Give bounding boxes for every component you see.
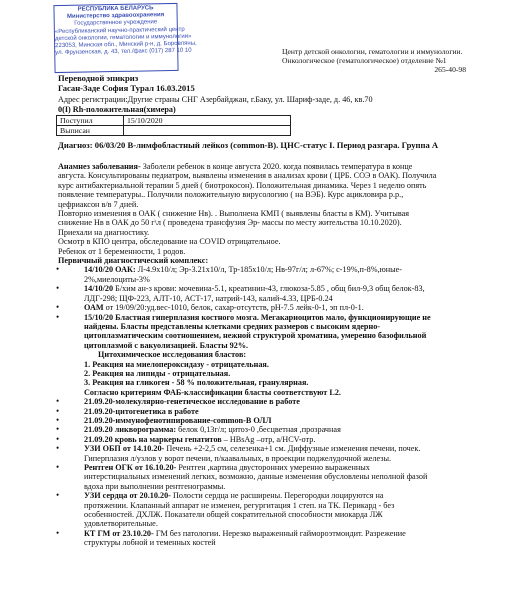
history-text: Заболели ребенок в конце августа 2020. когда появилась температура в конце — [140, 162, 413, 171]
history-line: Повторно изменения в ОАК ( снижение Нв). . Выполнена КМП ( выявлены бласты в КМ). Учитывая — [58, 209, 410, 219]
institution-stamp — [53, 3, 197, 73]
bullet-icon: • — [56, 302, 60, 313]
history-paragraph — [58, 162, 504, 171]
oak-date: 14/10/20 ОАК: — [84, 265, 136, 275]
investigation-line: 21.09.20-цитогенетика в работе — [84, 406, 199, 416]
bullet-icon: • — [56, 396, 60, 407]
department-header — [282, 47, 504, 74]
xray-line: вдоха при выполнении рентгенограммы. — [84, 481, 226, 491]
km-text: Бластная гиперплазия костного мозга. Мегакариоцитов мало, функционирующие не — [113, 312, 431, 322]
cyto-line: Согласно критериям ФАБ-классификации бласты соответствуют L2. — [84, 387, 341, 397]
bullet-icon: • — [56, 462, 60, 472]
admitted-row — [57, 116, 291, 126]
bullet-icon: • — [56, 527, 60, 538]
cyto-heading: Цитохимическое исследования бластов: — [98, 350, 247, 360]
diagnosis: Диагноз: 06/03/20 В-лимфобластный лейкоз (common-B). ЦНС-статус I. Период разгара. Группа А — [58, 140, 439, 150]
stamp-line: «Республиканский научно-практический центр — [54, 26, 185, 35]
document-number: 265-40-98 — [434, 65, 466, 74]
echo-line: особенностей. ДХЛЖ. Показатели общей сократительной способности миокарда ЛЖ — [84, 510, 383, 520]
cyto-line: 3. Реакция на гликоген - 58 % положительная, гранулярная. — [84, 378, 309, 388]
echo-line: удовлетворительные. — [84, 519, 158, 529]
km-date: 15/10/20 — [84, 312, 114, 322]
history-line: Приехали на диагностику. — [58, 227, 150, 237]
discharged-row — [57, 126, 291, 136]
bullet-icon: • — [56, 405, 60, 416]
org-line: Онкологическое (гематологическое) отделение №1 — [282, 56, 447, 65]
list-item — [58, 265, 504, 284]
list-item — [58, 529, 504, 548]
history-line: Ребенок от 1 беременности, 1 родов. — [58, 246, 186, 256]
list-item — [58, 463, 504, 491]
xray-text: Рентген ,картина двусторонних умеренно выраженных — [176, 463, 370, 472]
discharged-value — [124, 126, 291, 136]
history-line: цефриаксон в/в 7 дней. — [58, 199, 139, 209]
history-line: курс антибактериальной терапии 5 дней ( биотрокосон). Положительная динамика. Через 1 неделю опять — [58, 180, 427, 190]
history-heading: Анамнез заболевания- — [58, 162, 141, 171]
primary-heading: Первичный диагностический комплекс: — [58, 256, 209, 266]
bio-text2: ЛДГ-298; ЩФ-223, АЛТ-10, АСТ-17, натрий-143, калий-4.33, ЦРБ-0.24 — [84, 293, 333, 303]
investigation-line: 21.09.20-молекулярно-генетическое исследование в работе — [84, 397, 300, 407]
bullet-icon: • — [56, 414, 60, 425]
stamp-line: ул. Фрунзенская, д. 43, тел./факс (017) 287 10 10 — [55, 47, 192, 57]
cyto-line: 2. Реакция на липиды - отрицательная. — [84, 368, 231, 378]
bullet-icon: • — [56, 490, 60, 501]
ct-label: КТ ГМ от 23.10.20- — [84, 528, 154, 538]
bio-date: 14/10/20 — [84, 284, 114, 294]
history-line: августа. Консультированы педиатром, выявлены изменения в анализах крови ( ЦРБ. СОЭ в ОАК). Получила — [58, 171, 437, 181]
admission-table — [56, 115, 291, 136]
ct-line: структуры лобной и теменных костей — [84, 538, 216, 548]
uzi-text: Печень +2-2,5 см, селезенка+1 см. Диффузные изменения печени, почек. — [164, 444, 421, 454]
patient-name: Гасан-Заде София Турал 16.03.2015 — [58, 83, 195, 93]
list-item — [58, 444, 504, 463]
stamp-line: РЕСПУБЛИКА БЕЛАРУСЬ — [77, 5, 154, 13]
list-item — [58, 416, 504, 425]
org-line: Центр детской онкологии, гематологии и иммунологии. — [282, 47, 463, 56]
list-item — [58, 491, 504, 529]
list-item — [58, 435, 504, 444]
cyto-line: 1. Реакция на миелопероксидазу - отрицательная. — [84, 359, 269, 369]
list-item — [58, 397, 504, 406]
echo-line: протяжении. Клапанный аппарат не изменен, регургитация 1 степ. на ТК. Перикард - без — [84, 500, 395, 510]
oak-text2: 2%,миелоциты-3% — [84, 274, 150, 284]
xray-line: интерстициальных изменений легких, возможно, данные изменения обусловлены неполной фазой — [84, 472, 428, 482]
admitted-label: Поступил — [57, 116, 124, 126]
list-item — [58, 303, 504, 312]
echo-text: Полости сердца не расширены. Перегородки лоцируются на — [170, 491, 384, 501]
bullet-icon: • — [56, 433, 60, 444]
xray-label: Рентген ОГК от 16.10.20- — [84, 463, 177, 472]
stamp-line: Министерство здравоохранения — [66, 12, 165, 21]
stamp-line: 223053, Минская обл., Минский р-н, д. Боровляны, — [55, 40, 197, 50]
uzi-label: УЗИ ОБП от 14.10.20- — [84, 444, 165, 454]
ct-text: ГМ без патологии. Нерезко выраженный гаймороэтмоидит. Разрежение — [153, 528, 406, 538]
km-line: найдены. Бласты представлены клетками средних размеров с высоким ядерно- — [84, 321, 381, 331]
list-item — [58, 407, 504, 416]
epicrisis-body — [58, 162, 504, 548]
investigation-label: 21.09.20 кровь на маркеры гепатитов — [84, 434, 222, 444]
stamp-line: детской онкологии, гематологии и иммунологии» — [54, 33, 192, 42]
investigation-label: 21.09.20 ликворограмма: — [84, 425, 177, 435]
bullet-icon: • — [56, 443, 60, 454]
admitted-value: 15/10/2020 — [124, 116, 291, 126]
history-line: снижение Нв в ОАК до 50 г\л ( проведена трансфузия Эр- массы по месту жительства 10.10.2020). — [58, 218, 402, 228]
registration-address: Адрес регистрации:Другие страны СНГ Азербайджан, г.Баку, ул. Шариф-заде, д. 46, кв.70 — [58, 95, 373, 104]
bullet-icon: • — [56, 311, 60, 322]
km-line: цитоплазмой с вакуолизацией. Бласты 92%. — [84, 340, 249, 350]
discharged-label: Выписан — [57, 126, 124, 136]
history-line: появление температуры.. Получили положительную вирусологию ( на ВЭБ). Курс ацикловира р.р., — [58, 190, 404, 200]
list-item — [58, 313, 504, 398]
oak-text: Л-4.9х10/л; Эр-3.21х10/л, Тр-185х10/л; Нв-97г/л; л-67%; с-19%,п-8%,юные- — [135, 265, 402, 275]
blood-group: 0(I) Rh-положительная(химера) — [58, 105, 176, 114]
uzi-line: Гиперплазия л/узлов у ворот печени, п/каавальных, в проекции поджелудочной железы. — [84, 453, 392, 463]
bullet-icon: • — [56, 283, 60, 294]
investigation-text: – НВsАg –отр, а/НСV-отр. — [221, 434, 316, 444]
oam-label: ОАМ — [84, 303, 104, 313]
bullet-icon: • — [56, 264, 60, 275]
oam-text: от 19/09/20:уд.вес-1010, белок, сахар-отсутств, рН-7.5 лейк-0-1, эп пл-0-1. — [103, 303, 364, 313]
list-item — [58, 425, 504, 434]
investigation-text: белок 0,13г/л; цитоз-0 ,бесцветная ,прозрачная — [176, 425, 341, 435]
history-line: Осмотр в КПО центра, обследование на COVID отрицательное. — [58, 237, 281, 247]
list-item — [58, 284, 504, 303]
investigation-line: 21.09.20-иммунофенотипирование-common-B ОЛЛ — [84, 415, 272, 425]
document-title: Переводной эпикриз — [58, 73, 139, 83]
km-line: цитоплазматическим соотношением, нежной структурой хроматина, умеренно базофильной — [84, 331, 427, 341]
stamp-line: Государственное учреждение — [74, 19, 158, 28]
bullet-icon: • — [56, 424, 60, 435]
echo-label: УЗИ сердца от 20.10.20- — [84, 491, 171, 501]
bio-text: Б/хим ан-з крови: мочевина-5.1, креатинин-43, глюкоза-5.85 , общ бил-9,3 общ белок-83, — [113, 284, 425, 294]
